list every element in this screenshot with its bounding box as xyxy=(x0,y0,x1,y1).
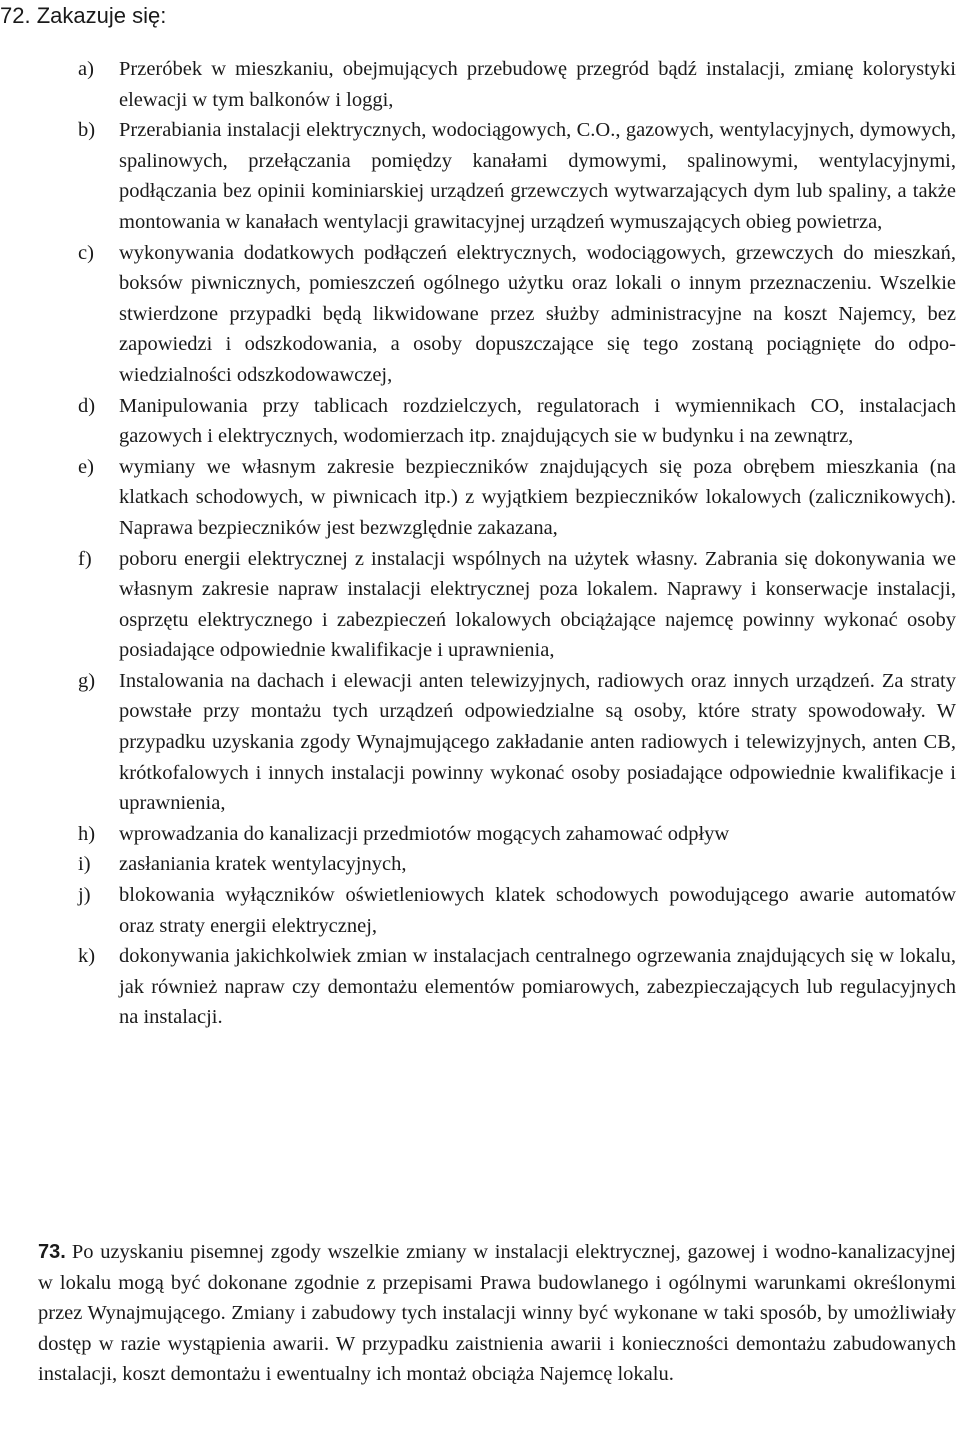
item-text: Instalowania na dachach i elewacji anten telewizyjnych, radiowych oraz innych urządzeń. Za straty powstałe przy montażu tych urządzeń odpowiedzialne są osoby, które straty spowodowały. W przypadku uzyskania zgody Wynajmującego zakładanie anten radiowych i telewizyjnych, anten CB, krótkofalowych i innych instalacji powinny wykonać osoby posiadające odpowiednie kwalifikacje i uprawnienia, xyxy=(119,669,956,815)
item-text: dokonywania jakichkolwiek zmian w instalacjach centralnego ogrzewania znajdujących się w lokalu, jak również napraw czy demontażu elementów pomiarowych, zabezpieczających lub regulacyjnych na instalacji. xyxy=(119,945,956,1029)
item-text: wprowadzania do kanalizacji przedmiotów mogących zahamować odpływ xyxy=(119,822,730,845)
item-letter: j) xyxy=(78,884,91,907)
item-text: poboru energii elektrycznej z instalacji wspólnych na użytek własny. Zabrania się dokonywania we własnym zakresie napraw instalacji elektrycznej poza lokalem. Naprawy i konserwacje instalacji, osprzętu elektrycznego i zabezpieczeń lokalowych obciążające najemcę powinny wykonać osoby posiadające odpowiednie kwalifikacje i uprawnienia, xyxy=(119,547,956,662)
section-73-number: 73. xyxy=(38,1241,66,1263)
item-letter: b) xyxy=(78,119,96,142)
item-letter: g) xyxy=(78,669,96,692)
section-72-heading: 72. Zakazuje się: xyxy=(0,3,167,28)
prohibition-list xyxy=(78,54,956,1033)
item-text: Manipulowania przy tablicach rozdzielczych, regulatorach i wymiennikach CO, instalacjach gazowych i elektrycznych, wodomierzach itp. znajdujących sie w budynku i na zewnątrz, xyxy=(119,394,956,448)
section-73-paragraph xyxy=(38,1237,956,1390)
item-letter: d) xyxy=(78,394,96,417)
list-item-j xyxy=(78,880,956,941)
item-letter: k) xyxy=(78,945,96,968)
item-text: wykonywania dodatkowych podłączeń elektrycznych, wodociągowych, grzewczych do mieszkań, boksów piwnicznych, pomieszczeń ogólnego użytku oraz lokali o innym przeznaczeniu. Wszelkie stwierdzone przypadki będą likwidowane przez służby administracyjne na koszt Najemcy, bez zapowiedzi i odszkodowania, a osoby dopuszczające się tego zostaną pociągnięte do odpowiedzialności odszkodowawczej, xyxy=(119,241,956,386)
item-text: blokowania wyłączników oświetleniowych klatek schodowych powodującego awarie automatów oraz straty energii elektrycznej, xyxy=(119,884,956,937)
list-item-g xyxy=(78,666,956,819)
list-item-c xyxy=(78,238,956,391)
item-text: wymiany we własnym zakresie bezpieczników znajdujących się poza obrębem mieszkania (na klatkach schodowych, w piwnicach itp.) z wyjątkiem bezpieczników lokalowych (zalicznikowych). Naprawa bezpieczników jest bezwzględnie zakazana, xyxy=(119,455,956,539)
list-item-d xyxy=(78,391,956,452)
item-letter: i) xyxy=(78,853,91,876)
list-item-k xyxy=(78,941,956,1033)
list-item-b xyxy=(78,115,956,237)
list-item-h xyxy=(78,819,956,850)
item-text: zasłaniania kratek wentylacyjnych, xyxy=(119,853,407,876)
item-letter: a) xyxy=(78,58,94,80)
item-text: Przeróbek w mieszkaniu, obejmujących przebudowę przegród bądź instalacji, zmianę kolorystyki elewacji w tym balkonów i loggi, xyxy=(119,58,956,111)
list-item-e xyxy=(78,452,956,544)
section-73-text: Po uzyskaniu pisemnej zgody wszelkie zmiany w instalacji elektrycznej, gazowej i wodno-kanalizacyjnej w lokalu mogą być dokonane zgodnie z przepisami Prawa budowlanego i ogólnymi warunkami określonymi przez Wynajmującego. Zmiany i zabudowy tych instalacji winny być wykonane w taki sposób, by umożliwiały dostęp w razie wystąpienia awarii. W przypadku zaistnienia awarii i konieczności demontażu zabudowanych instalacji, koszt demontażu i ewentualny ich montaż obciąża Najemcę lokalu. xyxy=(38,1241,956,1386)
item-text: Przerabiania instalacji elektrycznych, wodociągowych, C.O., gazowych, wentylacyjnych, dymowych, spalinowych, przełączania pomiędzy kanałami dymowymi, spalinowymi, wentylacyjnymi, podłączania bez opinii kominiarskiej urządzeń grzewczych wytwarzających dym lub spaliny, a także montowania w kanałach wentylacji grawitacyjnej urządzeń wymuszających obieg powietrza, xyxy=(119,119,956,233)
item-letter: f) xyxy=(78,547,92,570)
item-letter: c) xyxy=(78,241,94,264)
list-item-f xyxy=(78,544,956,666)
list-item-i xyxy=(78,849,956,880)
list-item-a xyxy=(78,54,956,115)
item-letter: h) xyxy=(78,822,96,845)
item-letter: e) xyxy=(78,455,94,478)
